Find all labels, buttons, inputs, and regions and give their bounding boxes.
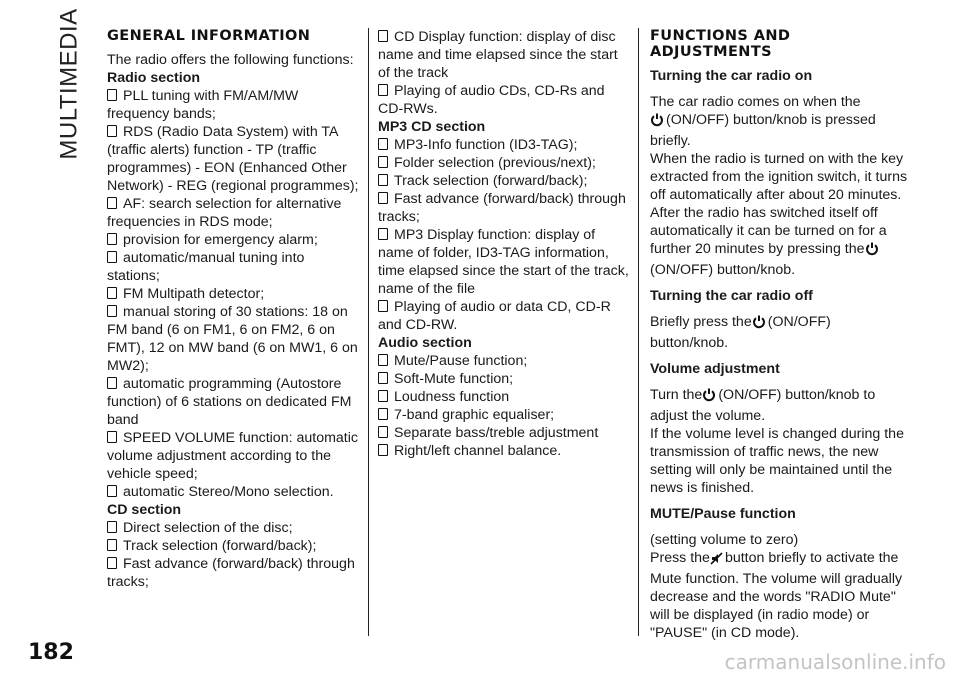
cd-list-continued: [378, 28, 633, 118]
checkbox-bullet-icon: [107, 431, 117, 443]
paragraph: (setting volume to zero): [650, 532, 799, 548]
list-item: Direct selection of the disc;: [107, 519, 359, 537]
list-item: 7-band graphic equaliser;: [378, 406, 633, 424]
checkbox-bullet-icon: [378, 390, 388, 402]
section-heading: GENERAL INFORMATION: [107, 28, 311, 44]
list-item: Track selection (forward/back);: [378, 172, 633, 190]
paragraph: The car radio comes on when the (ON/OFF) button/knob is pressed briefly.: [650, 94, 876, 149]
checkbox-bullet-icon: [378, 84, 388, 96]
checkbox-bullet-icon: [378, 30, 388, 42]
checkbox-bullet-icon: [107, 557, 117, 569]
checkbox-bullet-icon: [378, 354, 388, 366]
list-item: FM Multipath detector;: [107, 285, 359, 303]
paragraph: Press the button briefly to activate the Mute function. The volume will gradually decrease and the words "RADIO Mute" will be displayed (in radio mode) or "PAUSE" (in CD mode).: [650, 550, 903, 641]
checkbox-bullet-icon: [107, 125, 117, 137]
checkbox-bullet-icon: [378, 174, 388, 186]
checkbox-bullet-icon: [107, 287, 117, 299]
checkbox-bullet-icon: [378, 192, 388, 204]
list-item: SPEED VOLUME function: automatic volume adjustment according to the vehicle speed;: [107, 430, 358, 482]
list-item: AF: search selection for alternative frequencies in RDS mode;: [107, 196, 342, 230]
list-item: Playing of audio or data CD, CD-R and CD-RW.: [378, 299, 611, 333]
checkbox-bullet-icon: [378, 372, 388, 384]
list-item: CD Display function: display of disc name and time elapsed since the start of the track: [378, 29, 618, 81]
list-item: RDS (Radio Data System) with TA (traffic alerts) function - TP (traffic programmes) - EON (Enhanced Other Network) - REG (regional programmes);: [107, 124, 359, 194]
list-item: MP3-Info function (ID3-TAG);: [378, 136, 633, 154]
checkbox-bullet-icon: [378, 300, 388, 312]
list-item: Right/left channel balance.: [378, 442, 633, 460]
checkbox-bullet-icon: [378, 426, 388, 438]
list-item: automatic/manual tuning into stations;: [107, 250, 305, 284]
checkbox-bullet-icon: [107, 89, 117, 101]
audio-list: [378, 352, 633, 460]
radio-list: [107, 87, 359, 501]
subheading-volume: Volume adjustment: [650, 361, 780, 377]
list-item: Folder selection (previous/next);: [378, 154, 633, 172]
checkbox-bullet-icon: [107, 251, 117, 263]
checkbox-bullet-icon: [378, 228, 388, 240]
checkbox-bullet-icon: [107, 233, 117, 245]
subheading-turn-off: Turning the car radio off: [650, 288, 813, 304]
page-number: 182: [28, 640, 74, 665]
checkbox-bullet-icon: [378, 156, 388, 168]
checkbox-bullet-icon: [107, 197, 117, 209]
paragraph: If the volume level is changed during the transmission of traffic news, the new setting will only be maintained until the news is finished.: [650, 426, 904, 496]
paragraph: Turn the (ON/OFF) button/knob to adjust the volume.: [650, 387, 876, 424]
subheading-cd: CD section: [107, 502, 182, 518]
list-item: Mute/Pause function;: [378, 352, 633, 370]
checkbox-bullet-icon: [107, 485, 117, 497]
list-item: Loudness function: [378, 388, 633, 406]
mute-icon: [710, 552, 723, 570]
list-item: Track selection (forward/back);: [107, 537, 359, 555]
section-tab: [54, 8, 86, 160]
checkbox-bullet-icon: [107, 539, 117, 551]
subheading-mp3: MP3 CD section: [378, 119, 486, 135]
list-item: MP3 Display function: display of name of folder, ID3-TAG information, time elapsed since the start of the track, name of the file: [378, 227, 629, 297]
checkbox-bullet-icon: [378, 138, 388, 150]
power-icon: [702, 388, 716, 407]
list-item: Fast advance (forward/back) through tracks;: [378, 191, 626, 225]
list-item: Separate bass/treble adjustment: [378, 424, 633, 442]
checkbox-bullet-icon: [378, 444, 388, 456]
subheading-radio: Radio section: [107, 70, 201, 86]
checkbox-bullet-icon: [107, 305, 117, 317]
column-divider: [368, 28, 369, 636]
list-item: provision for emergency alarm;: [107, 231, 359, 249]
column-general-information: [107, 28, 359, 591]
list-item: manual storing of 30 stations: 18 on FM band (6 on FM1, 6 on FM2, 6 on FMT), 12 on MW band (6 on MW1, 6 on MW2);: [107, 304, 358, 374]
list-item: automatic programming (Autostore function) of 6 stations on dedicated FM band: [107, 376, 352, 428]
cd-list: [107, 519, 359, 591]
subheading-mute: MUTE/Pause function: [650, 506, 796, 522]
paragraph: When the radio is turned on with the key extracted from the ignition switch, it turns off automatically after about 20 minutes. After the radio has switched itself off automatically it can be turned on for a further 20 minutes by pressing the(ON/OFF) button/knob.: [650, 151, 908, 278]
paragraph: Briefly press the (ON/OFF) button/knob.: [650, 314, 831, 351]
list-item: Playing of audio CDs, CD-Rs and CD-RWs.: [378, 83, 605, 117]
column-sections: [378, 28, 633, 460]
section-heading: FUNCTIONS AND ADJUSTMENTS: [650, 28, 791, 60]
column-divider: [638, 28, 639, 636]
column-functions: [650, 28, 912, 642]
checkbox-bullet-icon: [107, 377, 117, 389]
section-tab-label: MULTIMEDIA: [56, 8, 84, 160]
list-item: Soft-Mute function;: [378, 370, 633, 388]
power-icon: [865, 242, 879, 261]
mp3-list: [378, 136, 633, 334]
subheading-turn-on: Turning the car radio on: [650, 68, 813, 84]
power-icon: [650, 113, 664, 132]
list-item: automatic Stereo/Mono selection.: [107, 483, 359, 501]
list-item: PLL tuning with FM/AM/MW frequency bands;: [107, 88, 299, 122]
watermark: carmanualsonline.info: [724, 650, 946, 674]
checkbox-bullet-icon: [378, 408, 388, 420]
list-item: Fast advance (forward/back) through tracks;: [107, 556, 355, 590]
paragraph: The radio offers the following functions:: [107, 52, 354, 68]
power-icon: [752, 315, 766, 334]
subheading-audio: Audio section: [378, 335, 472, 351]
checkbox-bullet-icon: [107, 521, 117, 533]
